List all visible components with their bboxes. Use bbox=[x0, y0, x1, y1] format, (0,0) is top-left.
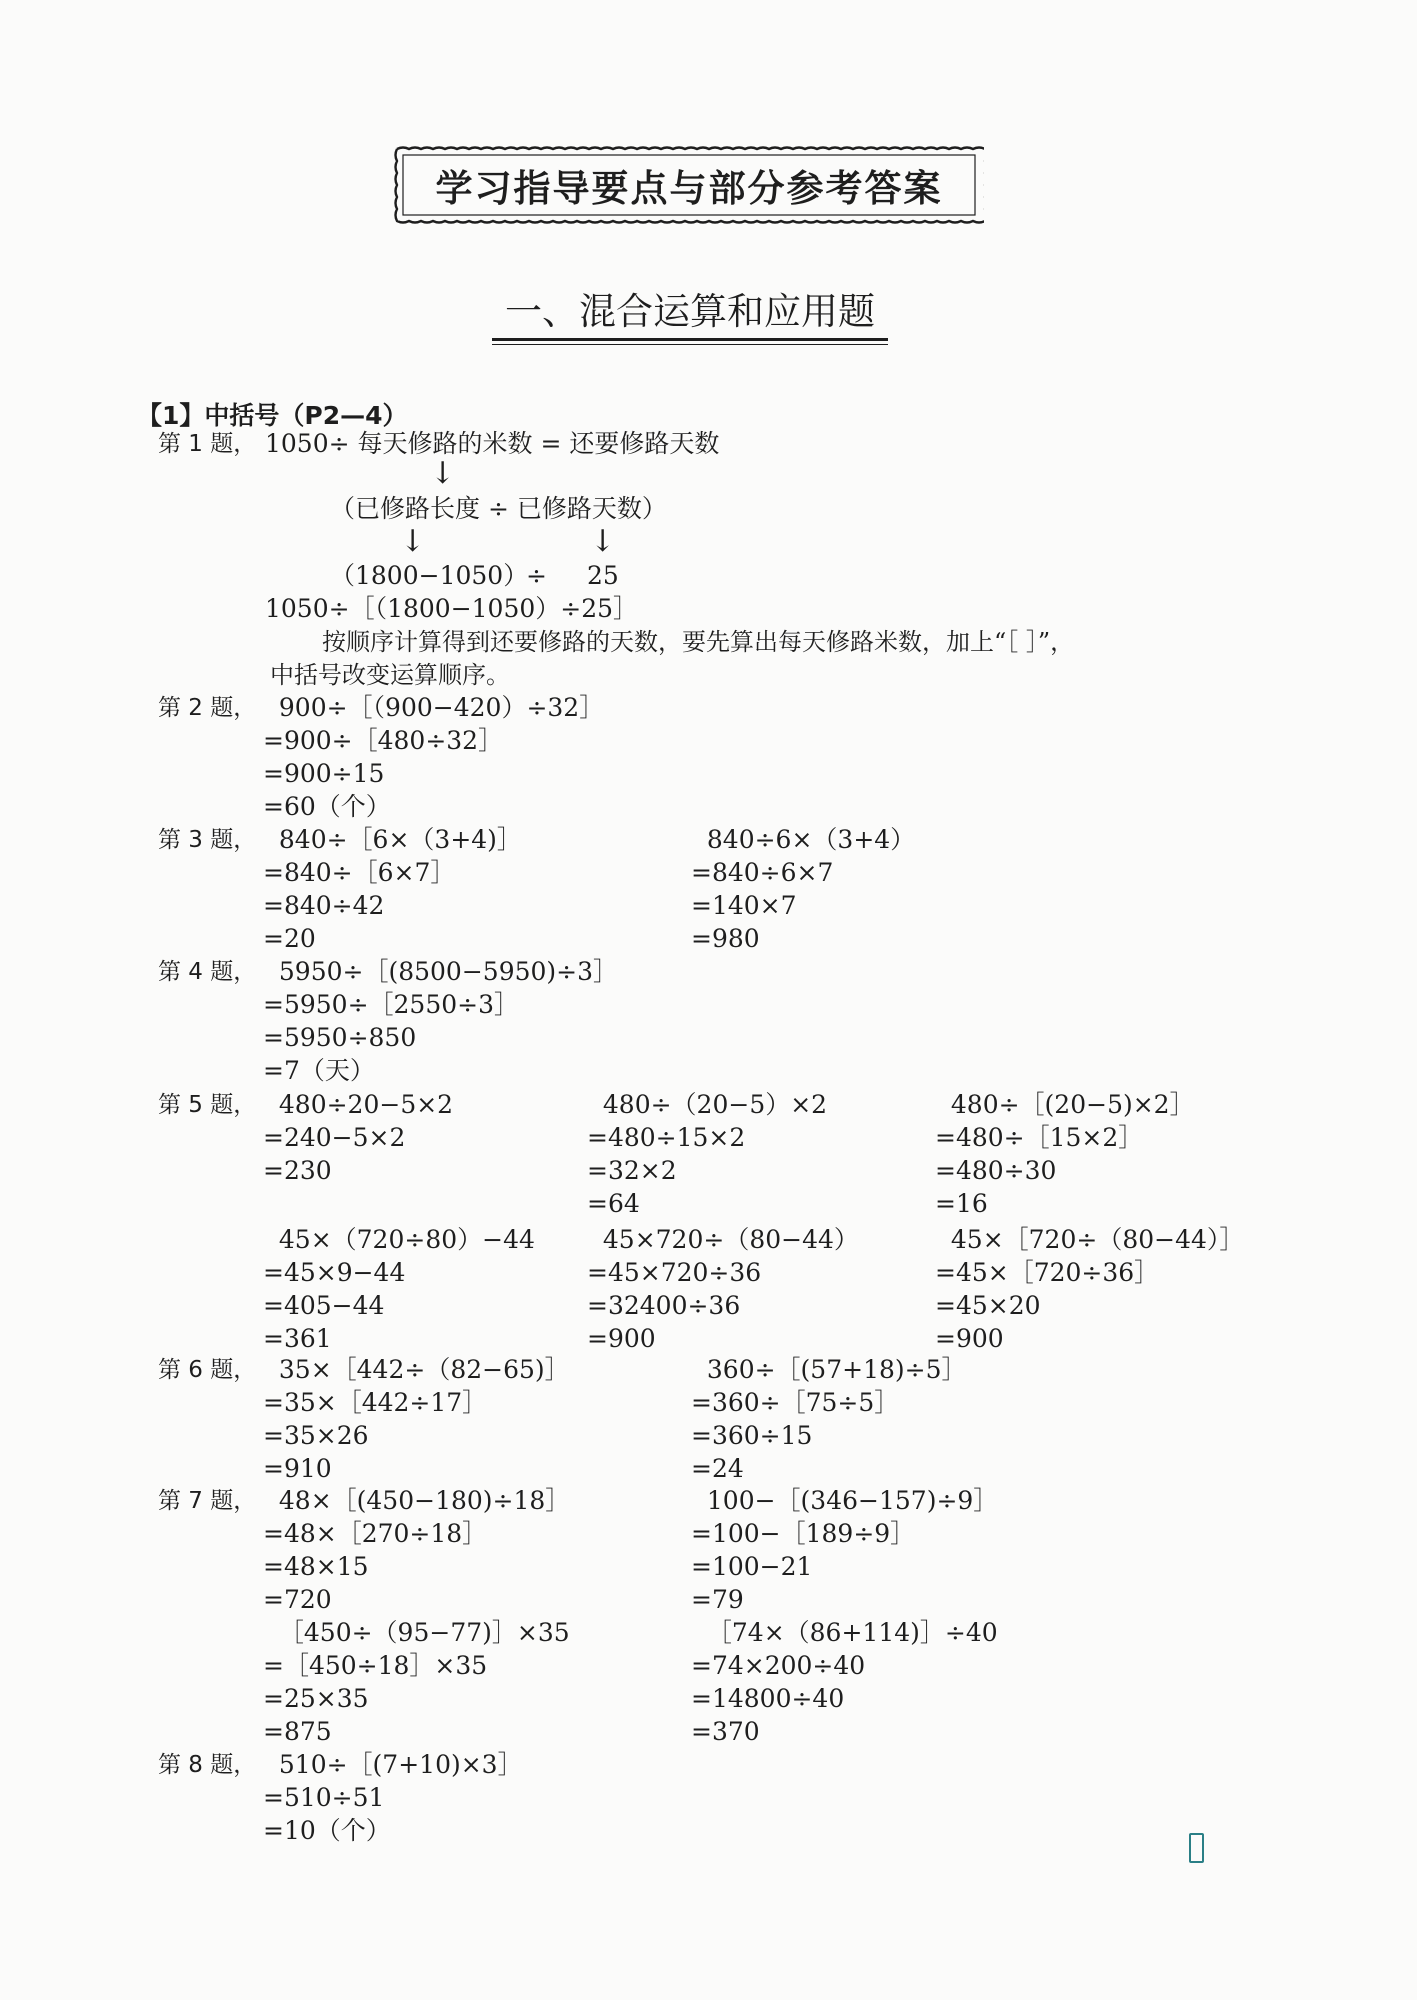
down-arrow-icon: ↓ bbox=[430, 456, 456, 491]
equation-line: =48×［270÷18］ bbox=[263, 1519, 488, 1548]
equation-line: =360÷［75÷5］ bbox=[691, 1388, 900, 1417]
equation-line: =35×26 bbox=[263, 1421, 369, 1450]
equation-line: =100−［189÷9］ bbox=[691, 1519, 916, 1548]
equation-line: =510÷51 bbox=[263, 1783, 385, 1812]
equation-line: =900 bbox=[587, 1324, 656, 1353]
equation-line: 480÷（20−5）×2 bbox=[587, 1090, 828, 1119]
equation-line: =240−5×2 bbox=[263, 1123, 406, 1152]
equation-line: =45×20 bbox=[935, 1291, 1041, 1320]
equation-line: =20 bbox=[263, 924, 316, 953]
q8-label: 第 8 题， bbox=[158, 1752, 257, 1778]
equation-line: =140×7 bbox=[691, 891, 797, 920]
equation-line: ［450÷（95−77)］×35 bbox=[263, 1618, 570, 1647]
equation-line: =48×15 bbox=[263, 1552, 369, 1581]
equation-line: =480÷15×2 bbox=[587, 1123, 746, 1152]
equation-line: 480÷20−5×2 bbox=[263, 1090, 454, 1119]
equation-line: =720 bbox=[263, 1585, 332, 1614]
equation-line: =64 bbox=[587, 1189, 640, 1218]
equation-line: =60（个） bbox=[263, 792, 391, 821]
chapter-title-text: 一、混合运算和应用题 bbox=[505, 290, 875, 333]
equation-line: =5950÷850 bbox=[263, 1023, 417, 1052]
equation-line: 45×720÷（80−44） bbox=[587, 1225, 859, 1254]
q1-line4: 1050÷［（1800−1050）÷25］ bbox=[265, 594, 639, 623]
equation-line: ［74×（86+114)］÷40 bbox=[691, 1618, 998, 1647]
equation-line: 840÷6×（3+4） bbox=[691, 825, 916, 854]
q1-line3c: 25 bbox=[587, 561, 619, 590]
equation-line: 480÷［(20−5)×2］ bbox=[935, 1090, 1195, 1119]
q1-explain1: 按顺序计算得到还要修路的天数，要先算出每天修路米数，加上“［ ］”， bbox=[322, 628, 1075, 656]
section-title: 【1】中括号（P2—4） bbox=[137, 401, 408, 430]
equation-line: =405−44 bbox=[263, 1291, 385, 1320]
equation-line: 360÷［(57+18)÷5］ bbox=[691, 1355, 967, 1384]
chapter-underline bbox=[492, 338, 888, 341]
q1-line3b: ÷ bbox=[526, 561, 547, 590]
equation-line: =79 bbox=[691, 1585, 744, 1614]
equation-line: =875 bbox=[263, 1717, 332, 1746]
equation-line: =35×［442÷17］ bbox=[263, 1388, 488, 1417]
equation-line: =24 bbox=[691, 1454, 744, 1483]
equation-line: 5950÷［(8500−5950)÷3］ bbox=[263, 957, 619, 986]
equation-line: =910 bbox=[263, 1454, 332, 1483]
equation-line: =14800÷40 bbox=[691, 1684, 845, 1713]
q1-label: 第 1 题， bbox=[158, 431, 257, 457]
equation-line: =980 bbox=[691, 924, 760, 953]
equation-line: =840÷［6×7］ bbox=[263, 858, 456, 887]
equation-line: =45×720÷36 bbox=[587, 1258, 762, 1287]
equation-line: =360÷15 bbox=[691, 1421, 813, 1450]
equation-line: 45×［720÷（80−44）］ bbox=[935, 1225, 1245, 1254]
equation-line: =32×2 bbox=[587, 1156, 677, 1185]
equation-line: =74×200÷40 bbox=[691, 1651, 866, 1680]
page-marker bbox=[1189, 1833, 1204, 1863]
equation-line: =361 bbox=[263, 1324, 332, 1353]
q2-label: 第 2 题， bbox=[158, 695, 257, 721]
q3-label: 第 3 题， bbox=[158, 827, 257, 853]
equation-line: 35×［442÷（82−65)］ bbox=[263, 1355, 570, 1384]
chapter-underline-thin bbox=[492, 344, 888, 345]
down-arrow-icon: ↓ bbox=[590, 524, 616, 559]
q4-label: 第 4 题， bbox=[158, 959, 257, 985]
equation-line: 900÷［（900−420）÷32］ bbox=[263, 693, 605, 722]
title-box bbox=[394, 146, 984, 224]
equation-line: =900÷［480÷32］ bbox=[263, 726, 504, 755]
equation-line: =16 bbox=[935, 1189, 988, 1218]
page-title: 学习指导要点与部分参考答案 bbox=[435, 167, 943, 210]
equation-line: =900÷15 bbox=[263, 759, 385, 788]
equation-line: 45×（720÷80）−44 bbox=[263, 1225, 535, 1254]
equation-line: =900 bbox=[935, 1324, 1004, 1353]
q7-label: 第 7 题， bbox=[158, 1488, 257, 1514]
equation-line: 510÷［(7+10)×3］ bbox=[263, 1750, 523, 1779]
equation-line: 840÷［6×（3+4)］ bbox=[263, 825, 522, 854]
q5-label: 第 5 题， bbox=[158, 1092, 257, 1118]
equation-line: =840÷42 bbox=[263, 891, 385, 920]
equation-line: =7（天） bbox=[263, 1056, 375, 1085]
equation-line: =［450÷18］×35 bbox=[263, 1651, 488, 1680]
equation-line: =25×35 bbox=[263, 1684, 369, 1713]
q1-line2: （已修路长度 ÷ 已修路天数） bbox=[330, 494, 667, 523]
q1-line3a: （1800−1050） bbox=[330, 561, 529, 590]
equation-line: =840÷6×7 bbox=[691, 858, 834, 887]
chapter-title bbox=[490, 288, 890, 344]
equation-line: 100−［(346−157)÷9］ bbox=[691, 1486, 999, 1515]
q1-explain2: 中括号改变运算顺序。 bbox=[270, 661, 510, 689]
equation-line: 48×［(450−180)÷18］ bbox=[263, 1486, 571, 1515]
equation-line: =32400÷36 bbox=[587, 1291, 741, 1320]
equation-line: =230 bbox=[263, 1156, 332, 1185]
equation-line: =10（个） bbox=[263, 1816, 391, 1845]
q6-label: 第 6 题， bbox=[158, 1357, 257, 1383]
down-arrow-icon: ↓ bbox=[400, 524, 426, 559]
equation-line: =45×［720÷36］ bbox=[935, 1258, 1160, 1287]
equation-line: =45×9−44 bbox=[263, 1258, 406, 1287]
equation-line: =5950÷［2550÷3］ bbox=[263, 990, 519, 1019]
equation-line: =370 bbox=[691, 1717, 760, 1746]
q1-line1: 1050÷ 每天修路的米数 = 还要修路天数 bbox=[265, 429, 720, 458]
equation-line: =100−21 bbox=[691, 1552, 813, 1581]
equation-line: =480÷30 bbox=[935, 1156, 1057, 1185]
equation-line: =480÷［15×2］ bbox=[935, 1123, 1144, 1152]
